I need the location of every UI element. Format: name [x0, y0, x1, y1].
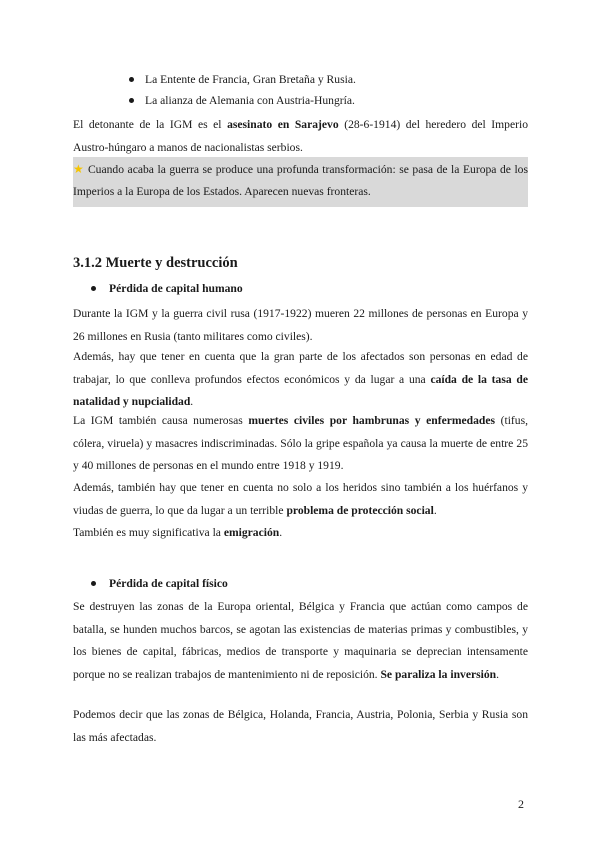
bullet-icon — [91, 286, 96, 291]
subheading-capital-fisico: Pérdida de capital físico — [109, 577, 228, 590]
page-number: 2 — [518, 797, 524, 811]
section-heading: 3.1.2 Muerte y destrucción — [73, 255, 238, 271]
paragraph: La IGM también causa numerosas muertes civiles por hambrunas y enfermedades (tifus, cólera, viruela) y masacres indiscriminadas. Sólo la gripe española ya causa la muerte de entre 25 y 40 millones de personas en el mundo entre 1918 y 1919. — [73, 414, 528, 472]
paragraph: Además, también hay que tener en cuenta no solo a los heridos sino también a los huérfanos y viudas de guerra, lo que da lugar a un terrible problema de protección social. — [73, 481, 528, 517]
highlight-box — [73, 157, 528, 207]
paragraph: Además, hay que tener en cuenta que la gran parte de los afectados son personas en edad de trabajar, lo que conlleva profundos efectos económicos y da lugar a una caída de la tasa de natalidad y nupcialidad. — [73, 350, 528, 408]
paragraph: Se destruyen las zonas de la Europa oriental, Bélgica y Francia que actúan como campos de batalla, se hunden muchos barcos, se agotan las existencias de materias primas y combustibles, y los bienes de capital, fábricas, medios de transporte y maquinaria se deprecian intensamente porque no se realizan trabajos de mantenimiento ni de reposición. Se paraliza la inversión. — [73, 600, 528, 681]
list-item: La Entente de Francia, Gran Bretaña y Rusia. — [145, 73, 356, 86]
list-item: La alianza de Alemania con Austria-Hungría. — [145, 94, 355, 107]
subheading-capital-humano: Pérdida de capital humano — [109, 282, 243, 295]
bullet-icon — [129, 77, 134, 82]
paragraph: Durante la IGM y la guerra civil rusa (1917-1922) mueren 22 millones de personas en Europa y 26 millones en Rusia (tanto militares como civiles). — [73, 307, 528, 343]
star-icon: ★ — [73, 162, 85, 176]
paragraph: Podemos decir que las zonas de Bélgica, Holanda, Francia, Austria, Polonia, Serbia y Rusia son las más afectadas. — [73, 708, 528, 744]
bullet-icon — [91, 581, 96, 586]
paragraph: También es muy significativa la emigración. — [73, 526, 283, 539]
paragraph-detonante: El detonante de la IGM es el asesinato en Sarajevo (28-6-1914) del heredero del Imperio Austro-húngaro a manos de nacionalistas serbios. — [73, 118, 528, 154]
highlight-text: ★ Cuando acaba la guerra se produce una profunda transformación: se pasa de la Europa de los Imperios a la Europa de los Estados. Aparecen nuevas fronteras. — [73, 162, 528, 198]
bullet-icon — [129, 98, 134, 103]
